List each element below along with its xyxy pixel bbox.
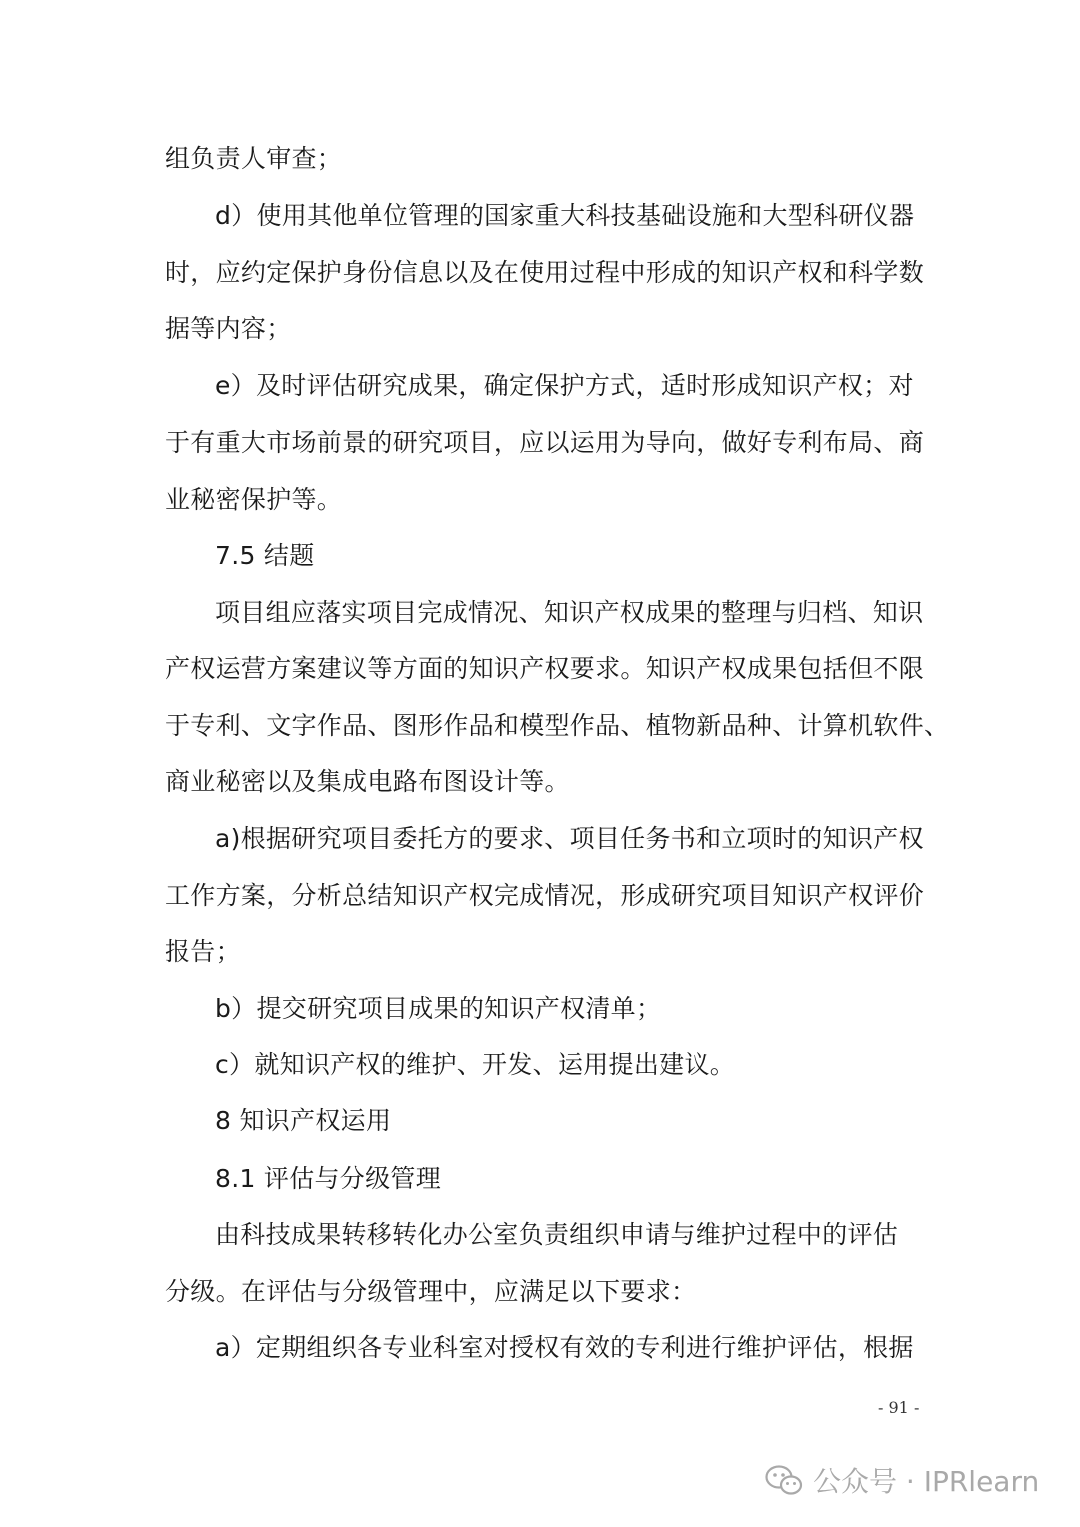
text-line: c）就知识产权的维护、开发、运用提出建议。 (215, 1050, 736, 1079)
text-line: 时，应约定保护身份信息以及在使用过程中形成的知识产权和科学数 (165, 258, 925, 287)
watermark (765, 1460, 1039, 1500)
text-line: d）使用其他单位管理的国家重大科技基础设施和大型科研仪器 (215, 201, 915, 230)
text-line: a)根据研究项目委托方的要求、项目任务书和立项时的知识产权 (215, 824, 924, 853)
text-line: 组负责人审查； (165, 144, 343, 173)
text-line: 项目组应落实项目完成情况、知识产权成果的整理与归档、知识 (215, 598, 924, 627)
text-line: a）定期组织各专业科室对授权有效的专利进行维护评估，根据 (215, 1333, 914, 1362)
text-line: 于有重大市场前景的研究项目，应以运用为导向，做好专利布局、商 (165, 428, 925, 457)
watermark-text: 公众号 · IPRlearn (813, 1465, 1040, 1498)
section-heading: 8.1 评估与分级管理 (215, 1164, 442, 1193)
section-heading: 8 知识产权运用 (215, 1106, 392, 1135)
text-line: 工作方案，分析总结知识产权完成情况，形成研究项目知识产权评价 (165, 881, 925, 910)
text-line: 报告； (165, 937, 241, 966)
text-line: 于专利、文字作品、图形作品和模型作品、植物新品种、计算机软件、 (165, 711, 950, 740)
text-line: 分级。在评估与分级管理中，应满足以下要求： (165, 1277, 697, 1306)
text-line: 据等内容； (165, 314, 292, 343)
page-number: - 91 - (878, 1398, 920, 1417)
text-line: 由科技成果转移转化办公室负责组织申请与维护过程中的评估 (215, 1220, 899, 1249)
text-line: 商业秘密以及集成电路布图设计等。 (165, 767, 570, 796)
text-line: e）及时评估研究成果，确定保护方式，适时形成知识产权；对 (215, 371, 914, 400)
section-heading: 7.5 结题 (215, 541, 315, 570)
wechat-icon (765, 1464, 803, 1496)
text-line: 产权运营方案建议等方面的知识产权要求。知识产权成果包括但不限 (165, 654, 925, 683)
text-line: 业秘密保护等。 (165, 485, 343, 514)
text-line: b）提交研究项目成果的知识产权清单； (215, 994, 662, 1023)
